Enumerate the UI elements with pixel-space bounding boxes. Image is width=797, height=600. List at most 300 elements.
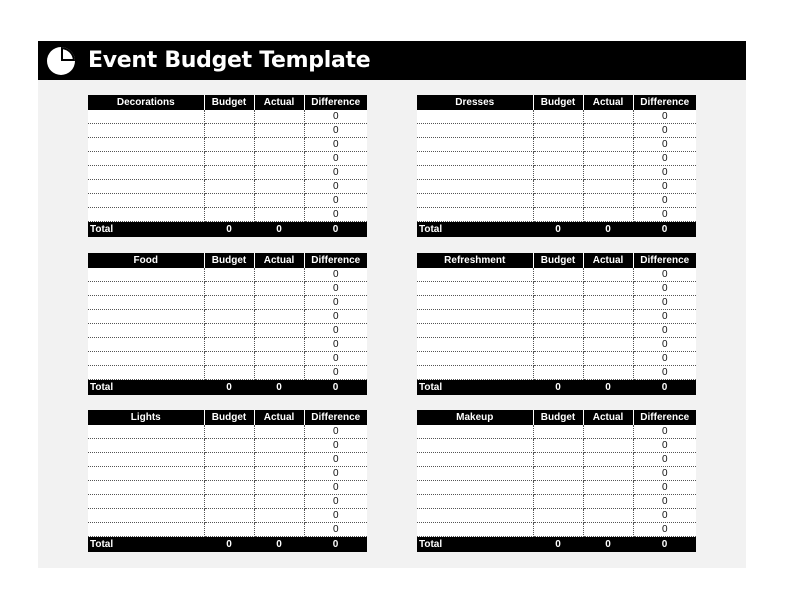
table-row bbox=[417, 453, 696, 467]
actual-cell[interactable] bbox=[583, 166, 633, 180]
total-budget: 0 bbox=[533, 222, 583, 238]
table-row bbox=[417, 425, 696, 439]
actual-cell[interactable] bbox=[254, 425, 304, 439]
difference-header: Difference bbox=[304, 410, 367, 425]
actual-cell[interactable] bbox=[583, 425, 633, 439]
pie-chart-icon bbox=[46, 46, 76, 76]
actual-cell[interactable] bbox=[254, 152, 304, 166]
actual-cell[interactable] bbox=[583, 268, 633, 282]
actual-cell[interactable] bbox=[254, 366, 304, 380]
budget-cell[interactable] bbox=[533, 352, 583, 366]
budget-table-food bbox=[88, 253, 367, 395]
budget-cell[interactable] bbox=[533, 467, 583, 481]
item-cell[interactable] bbox=[417, 453, 533, 467]
actual-cell[interactable] bbox=[583, 453, 633, 467]
table-row bbox=[417, 495, 696, 509]
difference-cell: 0 bbox=[304, 194, 367, 208]
actual-cell[interactable] bbox=[254, 208, 304, 222]
item-cell[interactable] bbox=[417, 166, 533, 180]
item-cell[interactable] bbox=[417, 439, 533, 453]
budget-cell[interactable] bbox=[204, 453, 254, 467]
item-cell[interactable] bbox=[417, 523, 533, 537]
budget-cell[interactable] bbox=[533, 152, 583, 166]
item-cell[interactable] bbox=[417, 338, 533, 352]
actual-cell[interactable] bbox=[583, 523, 633, 537]
difference-cell: 0 bbox=[304, 324, 367, 338]
difference-cell: 0 bbox=[633, 366, 696, 380]
actual-cell[interactable] bbox=[254, 467, 304, 481]
actual-cell[interactable] bbox=[254, 194, 304, 208]
table-row bbox=[88, 366, 367, 380]
table-row bbox=[417, 296, 696, 310]
item-cell[interactable] bbox=[88, 282, 204, 296]
actual-cell[interactable] bbox=[583, 310, 633, 324]
budget-header: Budget bbox=[204, 253, 254, 268]
item-cell[interactable] bbox=[88, 152, 204, 166]
table-row bbox=[417, 439, 696, 453]
budget-cell[interactable] bbox=[204, 180, 254, 194]
total-difference: 0 bbox=[304, 537, 367, 553]
item-cell[interactable] bbox=[88, 208, 204, 222]
budget-table-lights bbox=[88, 410, 367, 552]
total-label: Total bbox=[417, 380, 533, 396]
item-cell[interactable] bbox=[88, 324, 204, 338]
table-row bbox=[88, 296, 367, 310]
table-row bbox=[88, 268, 367, 282]
total-label: Total bbox=[88, 222, 204, 238]
budget-cell[interactable] bbox=[204, 124, 254, 138]
difference-cell: 0 bbox=[633, 208, 696, 222]
difference-cell: 0 bbox=[304, 296, 367, 310]
difference-cell: 0 bbox=[633, 425, 696, 439]
difference-cell: 0 bbox=[304, 338, 367, 352]
difference-header: Difference bbox=[633, 410, 696, 425]
total-label: Total bbox=[417, 222, 533, 238]
table-header-row bbox=[417, 95, 696, 110]
item-cell[interactable] bbox=[417, 467, 533, 481]
section-name: Food bbox=[88, 253, 204, 268]
budget-cell[interactable] bbox=[204, 425, 254, 439]
difference-cell: 0 bbox=[304, 138, 367, 152]
item-cell[interactable] bbox=[88, 425, 204, 439]
difference-cell: 0 bbox=[633, 152, 696, 166]
difference-header: Difference bbox=[633, 95, 696, 110]
total-row bbox=[417, 537, 696, 553]
table-row bbox=[88, 282, 367, 296]
actual-cell[interactable] bbox=[583, 481, 633, 495]
budget-cell[interactable] bbox=[533, 124, 583, 138]
table-row bbox=[88, 110, 367, 124]
difference-cell: 0 bbox=[633, 310, 696, 324]
budget-cell[interactable] bbox=[204, 282, 254, 296]
actual-header: Actual bbox=[583, 253, 633, 268]
item-cell[interactable] bbox=[88, 467, 204, 481]
table-row bbox=[417, 324, 696, 338]
actual-cell[interactable] bbox=[254, 352, 304, 366]
budget-cell[interactable] bbox=[533, 110, 583, 124]
table-row bbox=[417, 194, 696, 208]
table-row bbox=[88, 152, 367, 166]
budget-cell[interactable] bbox=[533, 481, 583, 495]
actual-cell[interactable] bbox=[583, 152, 633, 166]
section-name: Dresses bbox=[417, 95, 533, 110]
total-budget: 0 bbox=[204, 380, 254, 396]
budget-header: Budget bbox=[204, 95, 254, 110]
budget-cell[interactable] bbox=[204, 467, 254, 481]
item-cell[interactable] bbox=[88, 180, 204, 194]
actual-cell[interactable] bbox=[583, 110, 633, 124]
budget-cell[interactable] bbox=[204, 509, 254, 523]
difference-cell: 0 bbox=[633, 194, 696, 208]
item-cell[interactable] bbox=[417, 495, 533, 509]
actual-cell[interactable] bbox=[254, 310, 304, 324]
total-budget: 0 bbox=[204, 537, 254, 553]
item-cell[interactable] bbox=[417, 425, 533, 439]
total-budget: 0 bbox=[533, 537, 583, 553]
item-cell[interactable] bbox=[88, 338, 204, 352]
total-actual: 0 bbox=[583, 537, 633, 553]
budget-cell[interactable] bbox=[204, 152, 254, 166]
actual-cell[interactable] bbox=[254, 268, 304, 282]
budget-header: Budget bbox=[533, 253, 583, 268]
budget-cell[interactable] bbox=[204, 194, 254, 208]
budget-cell[interactable] bbox=[533, 324, 583, 338]
table-row bbox=[88, 180, 367, 194]
actual-cell[interactable] bbox=[254, 110, 304, 124]
table-row bbox=[88, 523, 367, 537]
actual-cell[interactable] bbox=[583, 324, 633, 338]
actual-cell[interactable] bbox=[254, 495, 304, 509]
table-row bbox=[88, 481, 367, 495]
actual-cell[interactable] bbox=[583, 138, 633, 152]
total-difference: 0 bbox=[633, 380, 696, 396]
total-row bbox=[417, 380, 696, 396]
total-actual: 0 bbox=[254, 222, 304, 238]
budget-cell[interactable] bbox=[533, 425, 583, 439]
total-budget: 0 bbox=[533, 380, 583, 396]
table-row bbox=[417, 124, 696, 138]
table-row bbox=[417, 110, 696, 124]
actual-cell[interactable] bbox=[254, 124, 304, 138]
budget-cell[interactable] bbox=[533, 166, 583, 180]
table-row bbox=[417, 338, 696, 352]
table-row bbox=[417, 282, 696, 296]
difference-cell: 0 bbox=[304, 180, 367, 194]
total-row bbox=[88, 380, 367, 396]
difference-cell: 0 bbox=[633, 296, 696, 310]
difference-cell: 0 bbox=[304, 352, 367, 366]
total-label: Total bbox=[88, 537, 204, 553]
difference-header: Difference bbox=[304, 253, 367, 268]
total-row bbox=[88, 537, 367, 553]
item-cell[interactable] bbox=[88, 110, 204, 124]
difference-cell: 0 bbox=[633, 495, 696, 509]
item-cell[interactable] bbox=[88, 509, 204, 523]
difference-cell: 0 bbox=[633, 110, 696, 124]
table-header-row bbox=[417, 410, 696, 425]
item-cell[interactable] bbox=[88, 194, 204, 208]
item-cell[interactable] bbox=[88, 310, 204, 324]
budget-table-refreshment bbox=[417, 253, 696, 395]
budget-cell[interactable] bbox=[204, 352, 254, 366]
table-row bbox=[88, 425, 367, 439]
actual-cell[interactable] bbox=[583, 352, 633, 366]
difference-cell: 0 bbox=[633, 124, 696, 138]
table-row bbox=[417, 481, 696, 495]
difference-cell: 0 bbox=[304, 453, 367, 467]
actual-cell[interactable] bbox=[583, 124, 633, 138]
total-row bbox=[88, 222, 367, 238]
table-header-row bbox=[88, 253, 367, 268]
difference-cell: 0 bbox=[633, 467, 696, 481]
difference-header: Difference bbox=[633, 253, 696, 268]
total-label: Total bbox=[417, 537, 533, 553]
difference-cell: 0 bbox=[304, 124, 367, 138]
actual-cell[interactable] bbox=[254, 324, 304, 338]
difference-cell: 0 bbox=[304, 310, 367, 324]
actual-cell[interactable] bbox=[583, 509, 633, 523]
budget-cell[interactable] bbox=[204, 310, 254, 324]
item-cell[interactable] bbox=[417, 352, 533, 366]
budget-cell[interactable] bbox=[204, 166, 254, 180]
item-cell[interactable] bbox=[417, 138, 533, 152]
difference-cell: 0 bbox=[304, 366, 367, 380]
table-row bbox=[88, 467, 367, 481]
item-cell[interactable] bbox=[417, 324, 533, 338]
item-cell[interactable] bbox=[88, 366, 204, 380]
budget-cell[interactable] bbox=[533, 282, 583, 296]
total-actual: 0 bbox=[583, 222, 633, 238]
budget-cell[interactable] bbox=[533, 509, 583, 523]
actual-cell[interactable] bbox=[254, 523, 304, 537]
difference-cell: 0 bbox=[304, 208, 367, 222]
actual-cell[interactable] bbox=[254, 509, 304, 523]
difference-cell: 0 bbox=[304, 166, 367, 180]
difference-cell: 0 bbox=[304, 523, 367, 537]
item-cell[interactable] bbox=[88, 352, 204, 366]
budget-cell[interactable] bbox=[533, 268, 583, 282]
table-row bbox=[417, 152, 696, 166]
budget-cell[interactable] bbox=[204, 338, 254, 352]
actual-cell[interactable] bbox=[583, 338, 633, 352]
item-cell[interactable] bbox=[88, 453, 204, 467]
section-name: Makeup bbox=[417, 410, 533, 425]
budget-cell[interactable] bbox=[533, 138, 583, 152]
section-name: Lights bbox=[88, 410, 204, 425]
item-cell[interactable] bbox=[88, 481, 204, 495]
section-name: Decorations bbox=[88, 95, 204, 110]
actual-cell[interactable] bbox=[583, 366, 633, 380]
budget-table-makeup bbox=[417, 410, 696, 552]
table-row bbox=[88, 352, 367, 366]
budget-table-dresses bbox=[417, 95, 696, 237]
table-row bbox=[88, 338, 367, 352]
actual-cell[interactable] bbox=[583, 194, 633, 208]
difference-cell: 0 bbox=[633, 324, 696, 338]
actual-cell[interactable] bbox=[583, 439, 633, 453]
actual-cell[interactable] bbox=[254, 138, 304, 152]
difference-cell: 0 bbox=[304, 509, 367, 523]
actual-cell[interactable] bbox=[254, 338, 304, 352]
actual-header: Actual bbox=[254, 410, 304, 425]
actual-header: Actual bbox=[583, 95, 633, 110]
table-row bbox=[88, 453, 367, 467]
budget-header: Budget bbox=[204, 410, 254, 425]
difference-cell: 0 bbox=[633, 509, 696, 523]
difference-cell: 0 bbox=[304, 268, 367, 282]
item-cell[interactable] bbox=[417, 282, 533, 296]
difference-cell: 0 bbox=[304, 152, 367, 166]
actual-cell[interactable] bbox=[254, 282, 304, 296]
budget-cell[interactable] bbox=[204, 296, 254, 310]
page-title: Event Budget Template bbox=[88, 48, 371, 73]
table-row bbox=[417, 310, 696, 324]
table-row bbox=[88, 495, 367, 509]
table-row bbox=[417, 180, 696, 194]
table-row bbox=[88, 194, 367, 208]
actual-cell[interactable] bbox=[583, 282, 633, 296]
total-actual: 0 bbox=[254, 380, 304, 396]
actual-cell[interactable] bbox=[583, 208, 633, 222]
table-header-row bbox=[88, 410, 367, 425]
total-budget: 0 bbox=[204, 222, 254, 238]
actual-cell[interactable] bbox=[583, 467, 633, 481]
item-cell[interactable] bbox=[417, 208, 533, 222]
total-difference: 0 bbox=[633, 537, 696, 553]
difference-cell: 0 bbox=[633, 166, 696, 180]
item-cell[interactable] bbox=[417, 509, 533, 523]
budget-cell[interactable] bbox=[204, 439, 254, 453]
difference-cell: 0 bbox=[304, 467, 367, 481]
total-row bbox=[417, 222, 696, 238]
budget-cell[interactable] bbox=[204, 268, 254, 282]
budget-cell[interactable] bbox=[533, 439, 583, 453]
actual-cell[interactable] bbox=[254, 439, 304, 453]
budget-cell[interactable] bbox=[204, 208, 254, 222]
budget-cell[interactable] bbox=[533, 495, 583, 509]
difference-cell: 0 bbox=[304, 495, 367, 509]
item-cell[interactable] bbox=[417, 481, 533, 495]
table-row bbox=[417, 509, 696, 523]
item-cell[interactable] bbox=[417, 110, 533, 124]
table-row bbox=[417, 523, 696, 537]
difference-cell: 0 bbox=[633, 523, 696, 537]
difference-header: Difference bbox=[304, 95, 367, 110]
actual-cell[interactable] bbox=[254, 180, 304, 194]
budget-cell[interactable] bbox=[533, 208, 583, 222]
actual-cell[interactable] bbox=[254, 481, 304, 495]
difference-cell: 0 bbox=[633, 453, 696, 467]
table-row bbox=[88, 138, 367, 152]
difference-cell: 0 bbox=[304, 110, 367, 124]
table-row bbox=[417, 467, 696, 481]
budget-cell[interactable] bbox=[204, 110, 254, 124]
item-cell[interactable] bbox=[88, 439, 204, 453]
difference-cell: 0 bbox=[633, 481, 696, 495]
budget-cell[interactable] bbox=[533, 523, 583, 537]
difference-cell: 0 bbox=[633, 352, 696, 366]
difference-cell: 0 bbox=[633, 138, 696, 152]
actual-cell[interactable] bbox=[254, 453, 304, 467]
actual-cell[interactable] bbox=[254, 166, 304, 180]
item-cell[interactable] bbox=[417, 296, 533, 310]
budget-header: Budget bbox=[533, 410, 583, 425]
budget-cell[interactable] bbox=[533, 310, 583, 324]
actual-cell[interactable] bbox=[583, 180, 633, 194]
budget-cell[interactable] bbox=[533, 194, 583, 208]
table-header-row bbox=[88, 95, 367, 110]
table-row bbox=[417, 268, 696, 282]
title-bar bbox=[38, 41, 746, 80]
item-cell[interactable] bbox=[417, 268, 533, 282]
item-cell[interactable] bbox=[88, 166, 204, 180]
budget-cell[interactable] bbox=[204, 324, 254, 338]
actual-cell[interactable] bbox=[583, 495, 633, 509]
budget-cell[interactable] bbox=[533, 338, 583, 352]
item-cell[interactable] bbox=[417, 366, 533, 380]
total-difference: 0 bbox=[633, 222, 696, 238]
item-cell[interactable] bbox=[417, 124, 533, 138]
difference-cell: 0 bbox=[304, 425, 367, 439]
item-cell[interactable] bbox=[417, 180, 533, 194]
table-row bbox=[417, 138, 696, 152]
budget-cell[interactable] bbox=[204, 366, 254, 380]
difference-cell: 0 bbox=[633, 180, 696, 194]
budget-cell[interactable] bbox=[204, 523, 254, 537]
item-cell[interactable] bbox=[417, 194, 533, 208]
budget-cell[interactable] bbox=[533, 453, 583, 467]
item-cell[interactable] bbox=[88, 523, 204, 537]
difference-cell: 0 bbox=[304, 439, 367, 453]
total-label: Total bbox=[88, 380, 204, 396]
actual-cell[interactable] bbox=[583, 296, 633, 310]
budget-cell[interactable] bbox=[533, 366, 583, 380]
budget-cell[interactable] bbox=[204, 138, 254, 152]
table-row bbox=[88, 166, 367, 180]
budget-cell[interactable] bbox=[204, 495, 254, 509]
difference-cell: 0 bbox=[304, 282, 367, 296]
total-difference: 0 bbox=[304, 222, 367, 238]
actual-header: Actual bbox=[254, 95, 304, 110]
total-actual: 0 bbox=[254, 537, 304, 553]
item-cell[interactable] bbox=[88, 296, 204, 310]
difference-cell: 0 bbox=[633, 282, 696, 296]
actual-cell[interactable] bbox=[254, 296, 304, 310]
item-cell[interactable] bbox=[417, 152, 533, 166]
table-row bbox=[88, 124, 367, 138]
difference-cell: 0 bbox=[633, 338, 696, 352]
budget-header: Budget bbox=[533, 95, 583, 110]
budget-cell[interactable] bbox=[204, 481, 254, 495]
table-row bbox=[88, 208, 367, 222]
table-row bbox=[417, 352, 696, 366]
total-difference: 0 bbox=[304, 380, 367, 396]
budget-cell[interactable] bbox=[533, 296, 583, 310]
table-row bbox=[417, 166, 696, 180]
budget-cell[interactable] bbox=[533, 180, 583, 194]
table-row bbox=[88, 439, 367, 453]
item-cell[interactable] bbox=[88, 495, 204, 509]
difference-cell: 0 bbox=[633, 268, 696, 282]
difference-cell: 0 bbox=[304, 481, 367, 495]
table-row bbox=[417, 366, 696, 380]
item-cell[interactable] bbox=[88, 268, 204, 282]
item-cell[interactable] bbox=[417, 310, 533, 324]
item-cell[interactable] bbox=[88, 138, 204, 152]
item-cell[interactable] bbox=[88, 124, 204, 138]
table-row bbox=[88, 324, 367, 338]
actual-header: Actual bbox=[583, 410, 633, 425]
